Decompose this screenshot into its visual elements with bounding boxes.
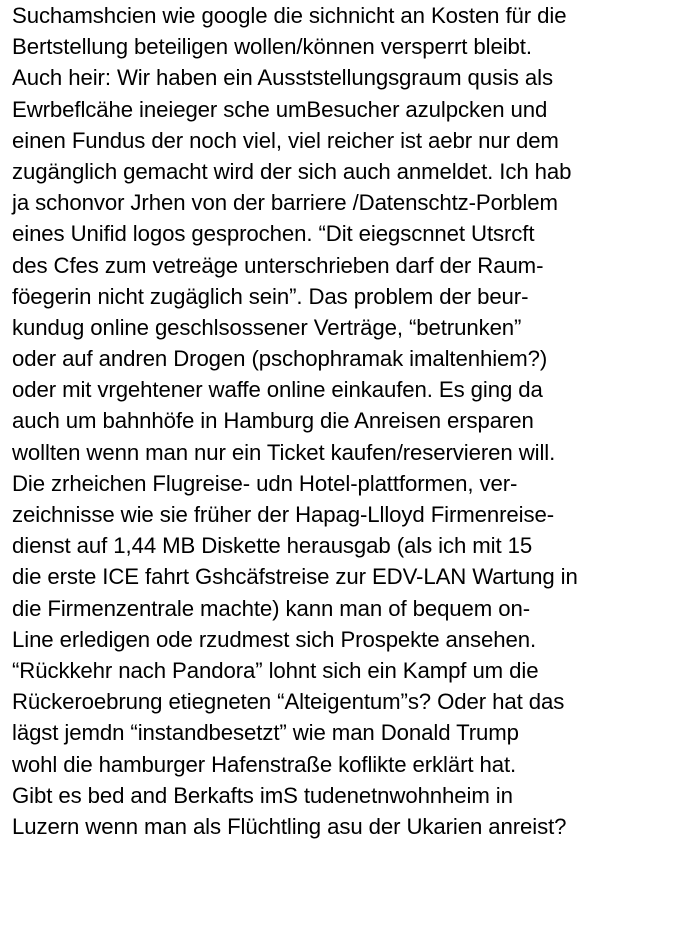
text-line: Luzern wenn man als Flüchtling asu der Ukarien anreist? bbox=[12, 813, 567, 839]
text-line: Bertstellung beteiligen wollen/können versperrt bleibt. bbox=[12, 34, 532, 60]
body-text bbox=[12, 0, 680, 842]
text-line: zeichnisse wie sie früher der Hapag-Llloyd Firmenreise- bbox=[12, 502, 555, 527]
text-line: die Firmenzentrale machte) kann man of bequem on- bbox=[12, 595, 531, 621]
text-line: kundug online geschlsossener Verträge, “betrunken” bbox=[12, 314, 522, 340]
text-line: einen Fundus der noch viel, viel reicher ist aebr nur dem bbox=[12, 127, 559, 153]
text-line: auch um bahnhöfe in Hamburg die Anreisen ersparen bbox=[12, 408, 534, 434]
text-line: Line erledigen ode rzudmest sich Prospekte ansehen. bbox=[12, 626, 537, 652]
text-line: Suchamshcien wie google die sichnicht an Kosten für die bbox=[12, 3, 567, 28]
text-line: die erste ICE fahrt Gshcäfstreise zur EDV-LAN Wartung in bbox=[12, 564, 578, 590]
text-line: “Rückkehr nach Pandora” lohnt sich ein Kampf um die bbox=[12, 657, 539, 683]
text-line: Gibt es bed and Berkafts imS tudenetnwohnheim in bbox=[12, 782, 513, 808]
text-line: föegerin nicht zugäglich sein”. Das problem der beur- bbox=[12, 283, 529, 309]
text-line: oder auf andren Drogen (pschophramak imaltenhiem?) bbox=[12, 346, 548, 372]
text-line: zugänglich gemacht wird der sich auch anmeldet. Ich hab bbox=[12, 158, 572, 184]
text-line: wohl die hamburger Hafenstraße koflikte erklärt hat. bbox=[12, 751, 517, 777]
text-line: eines Unifid logos gesprochen. “Dit eiegscnnet Utsrcft bbox=[12, 221, 535, 247]
text-line: wollten wenn man nur ein Ticket kaufen/reservieren will. bbox=[12, 439, 556, 465]
text-line: Ewrbeflcähe ineieger sche umBesucher azulpcken und bbox=[12, 96, 548, 122]
text-line: des Cfes zum vetreäge unterschrieben darf der Raum- bbox=[12, 252, 544, 278]
text-line: dienst auf 1,44 MB Diskette herausgab (als ich mit 15 bbox=[12, 533, 533, 559]
text-line: oder mit vrgehtener waffe online einkaufen. Es ging da bbox=[12, 377, 543, 403]
text-line: lägst jemdn “instandbesetzt” wie man Donald Trump bbox=[12, 720, 519, 746]
text-line: ja schonvor Jrhen von der barriere /Datenschtz-Porblem bbox=[12, 190, 558, 216]
text-line: Die zrheichen Flugreise- udn Hotel-plattformen, ver- bbox=[12, 470, 518, 496]
text-line: Rückeroebrung etiegneten “Alteigentum”s? Oder hat das bbox=[12, 689, 565, 715]
text-line: Auch heir: Wir haben ein Ausststellungsgraum qusis als bbox=[12, 65, 553, 91]
